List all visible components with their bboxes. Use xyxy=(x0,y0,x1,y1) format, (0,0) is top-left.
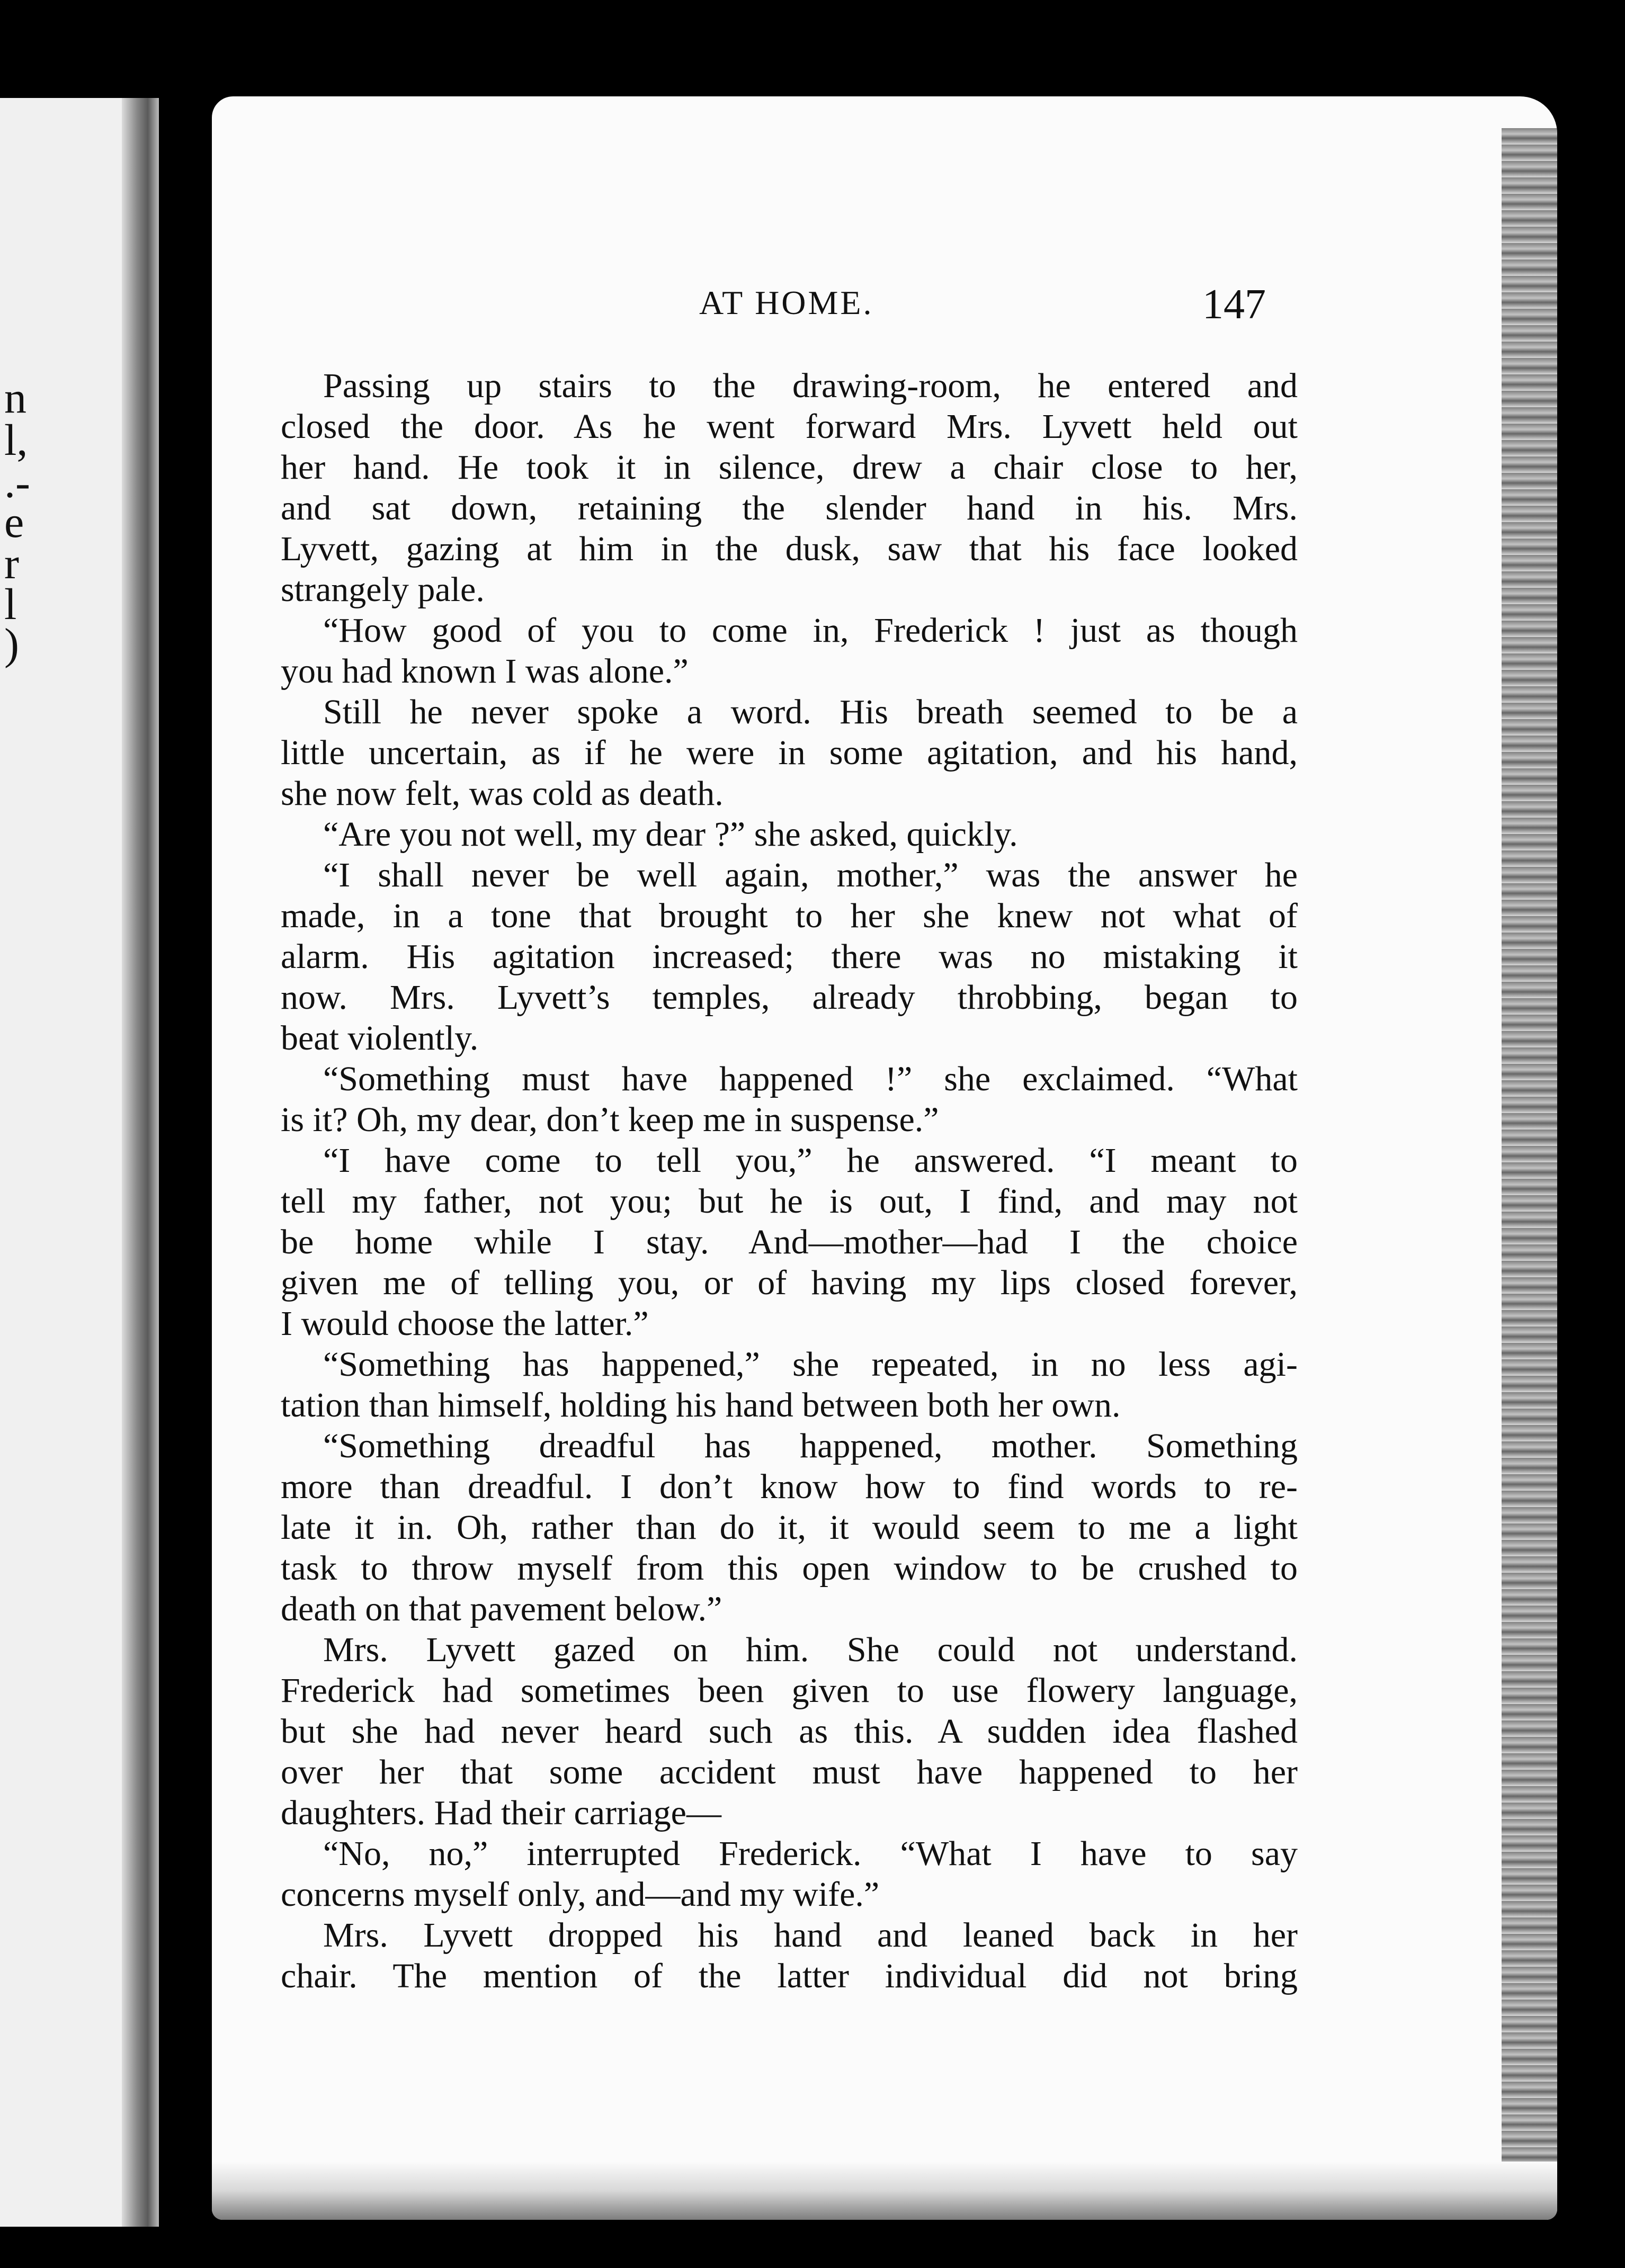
text-line: more than dreadful. I don’t know how to find words to re- xyxy=(281,1467,1298,1506)
text-line: Still he never spoke a word. His breath seemed to be a xyxy=(323,693,1298,731)
body-text xyxy=(281,365,1298,1996)
text-line: Mrs. Lyvett dropped his hand and leaned back in her xyxy=(323,1916,1298,1955)
text-line: Mrs. Lyvett gazed on him. She could not understand. xyxy=(323,1630,1298,1669)
text-line: task to throw myself from this open window to be crushed to xyxy=(281,1549,1298,1588)
page-bottom-shadow xyxy=(212,2162,1557,2220)
text-line: “Are you not well, my dear ?” she asked, quickly. xyxy=(323,815,1018,854)
text-line: but she had never heard such as this. A sudden idea flashed xyxy=(281,1712,1298,1751)
facing-page-fragment: ) xyxy=(4,620,19,669)
page-number: 147 xyxy=(1202,281,1266,328)
facing-page-strip xyxy=(0,98,159,2227)
text-line: Passing up stairs to the drawing-room, he entered and xyxy=(323,366,1298,405)
text-line: Lyvett, gazing at him in the dusk, saw that his face looked xyxy=(281,530,1298,568)
text-line: “How good of you to come in, Frederick ! just as though xyxy=(323,611,1298,650)
text-line: death on that pavement below.” xyxy=(281,1590,722,1628)
text-line: beat violently. xyxy=(281,1019,479,1057)
text-line: she now felt, was cold as death. xyxy=(281,774,724,813)
text-line: “No, no,” interrupted Frederick. “What I have to say xyxy=(323,1834,1298,1873)
text-line: “Something must have happened !” she exclaimed. “What xyxy=(323,1060,1298,1098)
text-line: late it in. Oh, rather than do it, it would seem to me a light xyxy=(281,1508,1298,1547)
text-line: Frederick had sometimes been given to use flowery language, xyxy=(281,1671,1298,1710)
facing-page-fragment: .- xyxy=(4,458,30,507)
facing-page-fragment: l xyxy=(4,580,17,629)
text-line: “I shall never be well again, mother,” was the answer he xyxy=(323,856,1298,894)
text-line: made, in a tone that brought to her she knew not what of xyxy=(281,897,1298,935)
running-head-title: AT HOME. xyxy=(699,284,874,321)
text-line: strangely pale. xyxy=(281,570,485,609)
text-line: is it? Oh, my dear, don’t keep me in suspense.” xyxy=(281,1100,939,1139)
facing-page-fragment: r xyxy=(4,539,19,588)
text-line: tation than himself, holding his hand between both her own. xyxy=(281,1386,1121,1424)
text-line: tell my father, not you; but he is out, I find, and may not xyxy=(281,1182,1298,1221)
text-line: chair. The mention of the latter individual did not bring xyxy=(281,1957,1298,1995)
text-line: you had known I was alone.” xyxy=(281,652,689,691)
text-line: concerns myself only, and—and my wife.” xyxy=(281,1875,880,1914)
facing-page-fragment: n xyxy=(4,373,26,423)
text-line: alarm. His agitation increased; there was no mistaking it xyxy=(281,937,1298,976)
text-line: closed the door. As he went forward Mrs. Lyvett held out xyxy=(281,407,1298,446)
text-line: given me of telling you, or of having my lips closed forever, xyxy=(281,1263,1298,1302)
text-line: “I have come to tell you,” he answered. “I meant to xyxy=(323,1141,1298,1180)
facing-page-fragment: e xyxy=(4,498,24,547)
text-line: over her that some accident must have happened to her xyxy=(281,1753,1298,1791)
page-stack-edge xyxy=(1502,128,1557,2193)
text-line: now. Mrs. Lyvett’s temples, already throbbing, began to xyxy=(281,978,1298,1017)
text-line: “Something dreadful has happened, mother. Something xyxy=(323,1427,1298,1465)
facing-page-gutter-shadow xyxy=(122,98,159,2227)
facing-page-fragment: l, xyxy=(4,416,28,465)
text-line: I would choose the latter.” xyxy=(281,1304,649,1343)
text-line: and sat down, retaining the slender hand in his. Mrs. xyxy=(281,489,1298,527)
text-line: little uncertain, as if he were in some agitation, and his hand, xyxy=(281,733,1298,772)
text-line: be home while I stay. And—mother—had I the choice xyxy=(281,1223,1298,1261)
text-line: “Something has happened,” she repeated, in no less agi- xyxy=(323,1345,1298,1384)
text-line: her hand. He took it in silence, drew a chair close to her, xyxy=(281,448,1298,487)
text-line: daughters. Had their carriage— xyxy=(281,1794,721,1832)
